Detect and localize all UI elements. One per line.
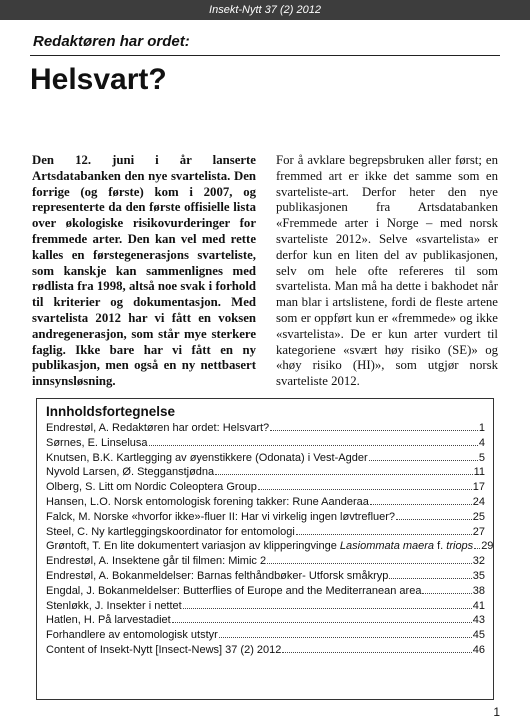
lead-paragraph: Den 12. juni i år lanserte Artsdatabanken den nye svartelista. Den forrige (og første) kom i 2007, og representerte da den første offisielle lista over økologiske risikovurderinger for fremmede arter. Den kan vel med rette kalles en førstegenerasjons svarteliste, som kanskje kan sammenlignes med rødlista fra 1998, altså noe svak i forhold til kriterier og dokumentasjon. Med svartelista 2012 har vi fått en voksen andregenerasjon, som står mye sterkere faglig. Ikke bare har vi fått en ny publikasjon, men også en ny nettbasert innsynsløsning.: [32, 153, 256, 389]
toc-entry-page: 1: [478, 422, 485, 434]
running-title: Insekt-Nytt 37 (2) 2012: [209, 4, 321, 16]
toc-entry-page: 38: [472, 584, 485, 597]
toc-entry-title: Endrestøl, A. Bokanmeldelser: Barnas felthåndbøker- Utforsk småkryp: [46, 569, 389, 582]
toc-entry-title: Steel, C. Ny kartleggingskoordinator for entomologi: [46, 525, 295, 538]
toc-entry-page: 35: [472, 569, 485, 582]
toc-leader-dots: [282, 643, 471, 653]
toc-entry[interactable]: [46, 421, 485, 436]
toc-entry[interactable]: [46, 554, 485, 569]
body-paragraph: For å avklare begrepsbruken aller først; en fremmed art er ikke det samme som en svarteliste-art. Derfor heter den nye publikasjonen fra Artsdatabanken «Fremmede arter i Norge – med norsk svarteliste 2012». Selve «svartelista» er derfor kun en liten del av publikasjonen, selv om hele ofte refereres til som svartelista. Man må ha dette i bakhodet når man blar i artslistene, fordi de fleste artene som er oppført kun er «fremmede» og ikke «svartelista». De er kun arter vurdert til kategoriene «svært høy risiko (SE)» og «høy risiko (HI)», som utgjør norsk svarteliste 2012.: [276, 153, 498, 389]
toc-entry[interactable]: [46, 613, 485, 628]
body-column: [276, 153, 498, 390]
toc-entry-title: Sørnes, E. Linselusa: [46, 436, 148, 449]
toc-leader-dots: [270, 421, 478, 431]
toc-entry[interactable]: [46, 465, 485, 480]
toc-entry[interactable]: [46, 436, 485, 451]
lead-column: [32, 153, 256, 390]
toc-entry[interactable]: [46, 539, 494, 554]
toc-entry[interactable]: [46, 525, 485, 540]
toc-leader-dots: [219, 628, 472, 638]
toc-heading: Innholdsfortegnelse: [46, 404, 176, 419]
toc-leader-dots: [370, 495, 472, 505]
toc-leader-dots: [172, 613, 472, 623]
toc-entry[interactable]: [46, 510, 485, 525]
toc-entry-page: 43: [472, 614, 485, 627]
toc-entry-page: 5: [478, 451, 485, 464]
page-number: 1: [493, 705, 500, 719]
toc-list: [46, 421, 494, 658]
toc-entry-page: 17: [472, 481, 485, 494]
toc-entry-title: Falck, M. Norske «hvorfor ikke»-fluer II: Har vi virkelig ingen løvtrefluer?: [46, 510, 396, 523]
toc-entry-title: Nyvold Larsen, Ø. Stegganstjødna: [46, 466, 215, 479]
toc-leader-dots: [396, 510, 472, 520]
table-of-contents: [36, 398, 494, 700]
toc-leader-dots: [267, 554, 472, 564]
toc-entry-page: 45: [472, 629, 485, 642]
toc-leader-dots: [215, 465, 472, 475]
toc-entry-title: Hatlen, H. På larvestadiet: [46, 614, 171, 627]
toc-entry-title: Knutsen, B.K. Kartlegging av øyenstikkere (Odonata) i Vest-Agder: [46, 451, 368, 464]
toc-entry[interactable]: [46, 480, 485, 495]
toc-entry-page: 25: [472, 510, 485, 523]
toc-entry-page: 24: [472, 495, 485, 508]
toc-entry-page: 29: [481, 540, 494, 553]
toc-entry[interactable]: [46, 451, 485, 466]
toc-entry-page: 41: [472, 599, 485, 612]
toc-entry-title: Endrestøl, A. Redaktøren har ordet: Helsvart?: [46, 422, 270, 434]
toc-entry[interactable]: [46, 599, 485, 614]
toc-leader-dots: [369, 451, 478, 461]
article-title: Helsvart?: [30, 63, 167, 96]
toc-entry-page: 11: [473, 466, 485, 479]
toc-entry[interactable]: [46, 569, 485, 584]
toc-leader-dots: [422, 584, 471, 594]
toc-leader-dots: [296, 525, 472, 535]
toc-entry-page: 27: [472, 525, 485, 538]
toc-leader-dots: [183, 599, 472, 609]
toc-entry-title: Content of Insekt-Nytt [Insect-News] 37 (2) 2012: [46, 643, 282, 656]
toc-entry-title: Olberg, S. Litt om Nordic Coleoptera Group: [46, 481, 257, 494]
toc-leader-dots: [149, 436, 478, 446]
toc-entry[interactable]: [46, 584, 485, 599]
toc-entry[interactable]: [46, 643, 485, 658]
section-label: Redaktøren har ordet:: [33, 33, 190, 50]
toc-entry-title: Stenløkk, J. Insekter i nettet: [46, 599, 182, 612]
toc-entry-page: 4: [478, 436, 485, 449]
toc-entry-title: Endrestøl, A. Insektene går til filmen: Mimic 2: [46, 555, 267, 568]
toc-entry-title: Forhandlere av entomologisk utstyr: [46, 629, 218, 642]
toc-entry-title: Grøntoft, T. En lite dokumentert variasjon av klipperingvinge Lasiommata maera f. triops: [46, 540, 474, 553]
toc-entry-title: Engdal, J. Bokanmeldelser: Butterflies of Europe and the Mediterranean area: [46, 584, 422, 597]
toc-leader-dots: [258, 480, 472, 490]
toc-leader-dots: [474, 539, 480, 549]
toc-entry-page: 32: [472, 555, 485, 568]
toc-entry-page: 46: [472, 643, 485, 656]
toc-leader-dots: [389, 569, 471, 579]
toc-entry[interactable]: [46, 628, 485, 643]
toc-entry-title: Hansen, L.O. Norsk entomologisk forening takker: Rune Aanderaa: [46, 495, 369, 508]
divider: [30, 55, 500, 56]
running-header: [0, 0, 530, 20]
toc-entry[interactable]: [46, 495, 485, 510]
